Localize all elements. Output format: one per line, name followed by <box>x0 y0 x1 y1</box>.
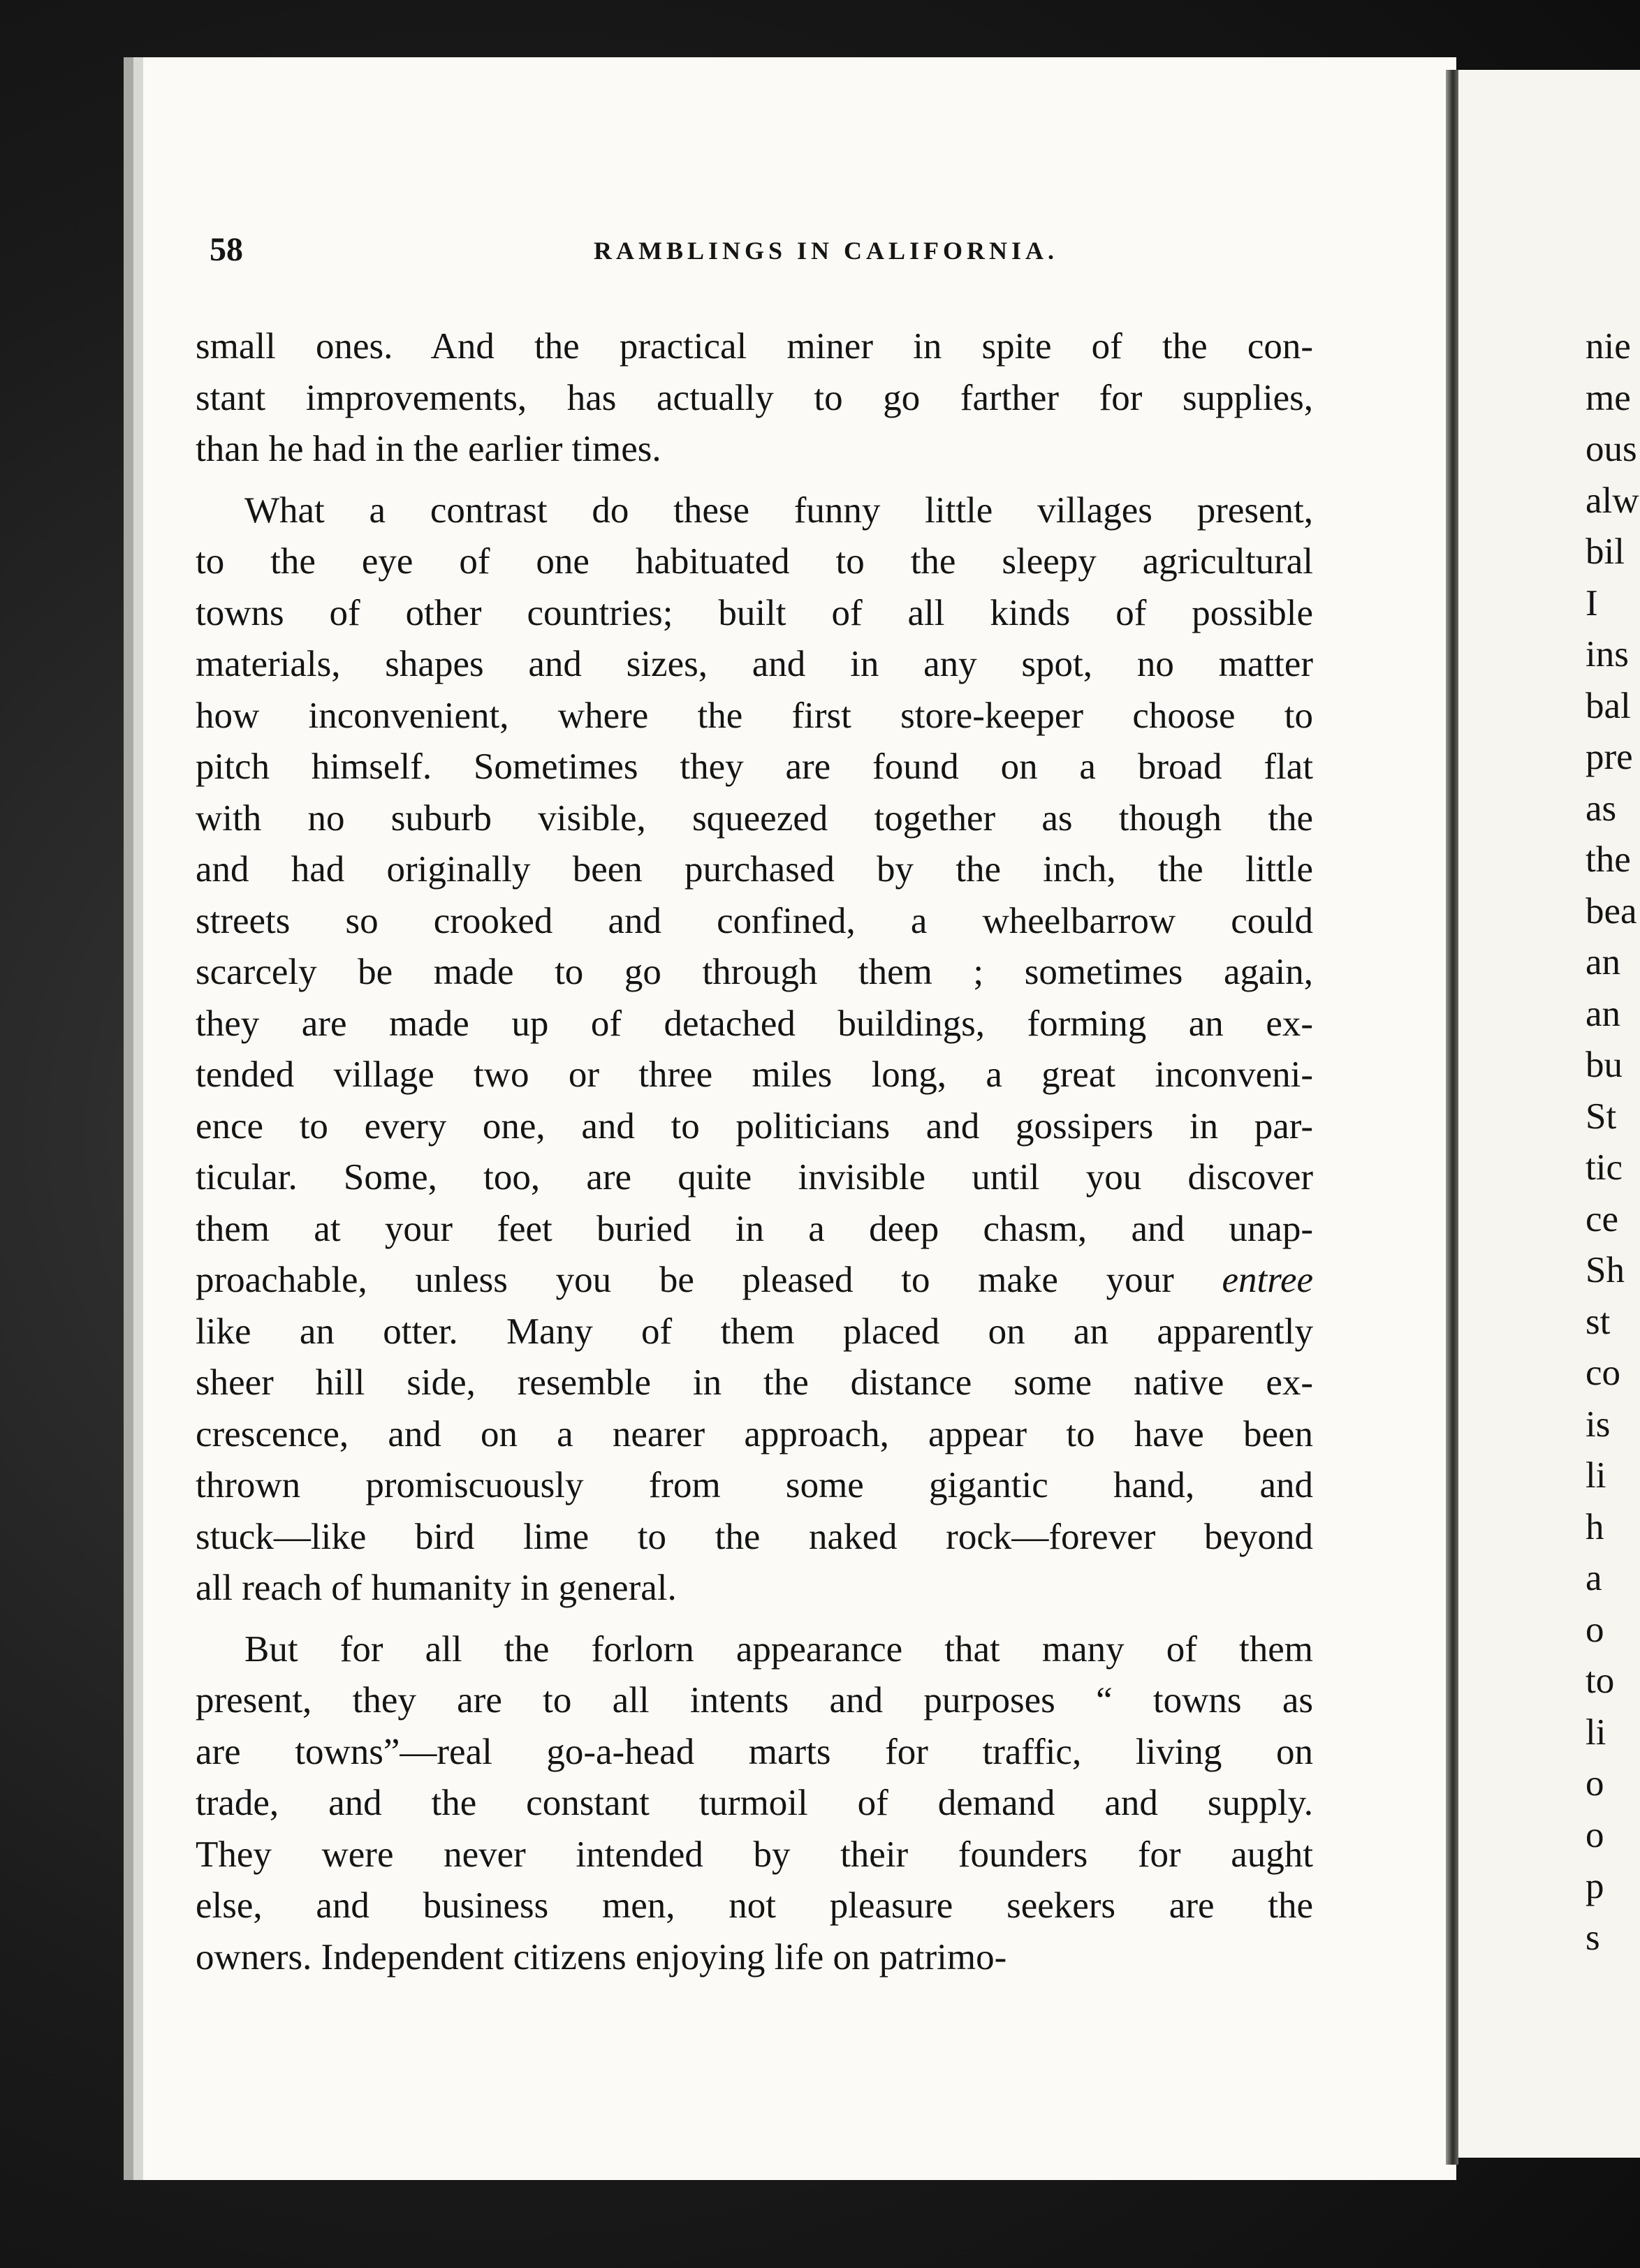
text-line: owners. Independent citizens enjoying life on patrimo- <box>196 1936 1007 1978</box>
right-page-fragment: o <box>1586 1814 1604 1855</box>
right-page-fragment: the <box>1586 839 1631 880</box>
right-page-fragment: o <box>1586 1763 1604 1804</box>
paragraph-gap <box>196 1614 1313 1624</box>
book-gutter <box>1446 70 1458 2165</box>
page-number: 58 <box>210 231 243 268</box>
text-line: like an otter. Many of them placed on an apparently <box>196 1311 1313 1352</box>
right-page-fragment: as <box>1586 788 1617 829</box>
text-line: ticular. Some, too, are quite invisible until you discover <box>196 1157 1313 1198</box>
text-line: to the eye of one habituated to the sleepy agricultural <box>196 541 1313 582</box>
right-page-fragment: bu <box>1586 1045 1623 1085</box>
text-line: with no suburb visible, squeezed together as though the <box>196 797 1313 839</box>
text-line: scarcely be made to go through them ; sometimes again, <box>196 952 1313 992</box>
text-line: and had originally been purchased by the inch, the little <box>196 849 1313 890</box>
right-page-fragment: tic <box>1586 1147 1623 1188</box>
right-page-fragment: pre <box>1586 737 1633 777</box>
right-page-fragment: st <box>1586 1301 1611 1342</box>
right-page-fragment: co <box>1586 1353 1621 1393</box>
text-line: them at your feet buried in a deep chasm, and unap- <box>196 1208 1313 1249</box>
paragraph-gap <box>196 476 1313 485</box>
right-page-fragment: ce <box>1586 1198 1619 1239</box>
right-page-fragment: a <box>1586 1558 1602 1598</box>
text-line: pitch himself. Sometimes they are found on a broad flat <box>196 746 1313 787</box>
right-page-fragment: p <box>1586 1866 1604 1906</box>
right-page-fragment: bil <box>1586 531 1625 572</box>
right-page-fragment: I <box>1586 582 1598 624</box>
text-line: thrown promiscuously from some gigantic hand, and <box>196 1465 1313 1505</box>
right-page-fragment: ins <box>1586 634 1629 675</box>
text-line: they are made up of detached buildings, forming an ex- <box>196 1003 1313 1044</box>
right-page-fragment: me <box>1586 377 1631 418</box>
right-page-fragment: to <box>1586 1660 1615 1701</box>
right-page-fragment: o <box>1586 1609 1604 1650</box>
text-line: What a contrast do these funny little villages present, <box>244 489 1313 531</box>
text-line: sheer hill side, resemble in the distance some native ex- <box>196 1362 1313 1403</box>
running-head: RAMBLINGS IN CALIFORNIA. <box>594 237 1059 265</box>
text-line: ence to every one, and to politicians and gossipers in par- <box>196 1105 1313 1147</box>
text-line: stuck—like bird lime to the naked rock—forever beyond <box>196 1516 1313 1557</box>
right-page-fragment: is <box>1586 1404 1611 1445</box>
text-line: than he had in the earlier times. <box>196 429 661 469</box>
text-line: all reach of humanity in general. <box>196 1568 677 1608</box>
text-line: are towns”—real go-a-head marts for traffic, living on <box>196 1731 1313 1772</box>
right-page-fragment: h <box>1586 1506 1604 1547</box>
right-page-fragment: ous <box>1586 429 1637 469</box>
text-line: small ones. And the practical miner in spite of the con- <box>196 326 1313 367</box>
text-line: how inconvenient, where the first store-keeper choose to <box>196 695 1313 736</box>
text-line: stant improvements, has actually to go farther for supplies, <box>196 377 1313 418</box>
text-line: trade, and the constant turmoil of demand and supply. <box>196 1783 1313 1823</box>
text-line: else, and business men, not pleasure seekers are the <box>196 1885 1313 1926</box>
right-page-fragment: an <box>1586 942 1621 982</box>
text-line: streets so crooked and confined, a wheelbarrow could <box>196 900 1313 941</box>
right-page-text-fragments <box>1586 321 1640 1964</box>
right-page-fragment: li <box>1586 1711 1606 1753</box>
text-line: proachable, unless you be pleased to make your entree <box>196 1260 1313 1300</box>
text-line: present, they are to all intents and purposes “ towns as <box>196 1680 1313 1721</box>
right-page-fragment: nie <box>1586 326 1631 367</box>
page-header <box>210 230 1327 286</box>
text-line: materials, shapes and sizes, and in any spot, no matter <box>196 644 1313 684</box>
text-line: tended village two or three miles long, a great inconveni- <box>196 1054 1313 1095</box>
right-page-fragment: alw <box>1586 480 1639 521</box>
right-page-fragment: li <box>1586 1455 1606 1496</box>
text-line: crescence, and on a nearer approach, appear to have been <box>196 1413 1313 1455</box>
right-page-fragment: bal <box>1586 685 1631 726</box>
right-page-fragment: an <box>1586 993 1621 1034</box>
right-page-fragment: s <box>1586 1917 1600 1958</box>
text-line: They were never intended by their founders for aught <box>196 1834 1313 1875</box>
right-page-fragment: St <box>1586 1096 1617 1137</box>
text-line: towns of other countries; built of all kinds of possible <box>196 592 1313 633</box>
right-page-fragment: bea <box>1586 890 1637 932</box>
body-text <box>196 321 1313 1983</box>
text-line: But for all the forlorn appearance that many of them <box>244 1628 1313 1670</box>
right-page-fragment: Sh <box>1586 1250 1625 1290</box>
